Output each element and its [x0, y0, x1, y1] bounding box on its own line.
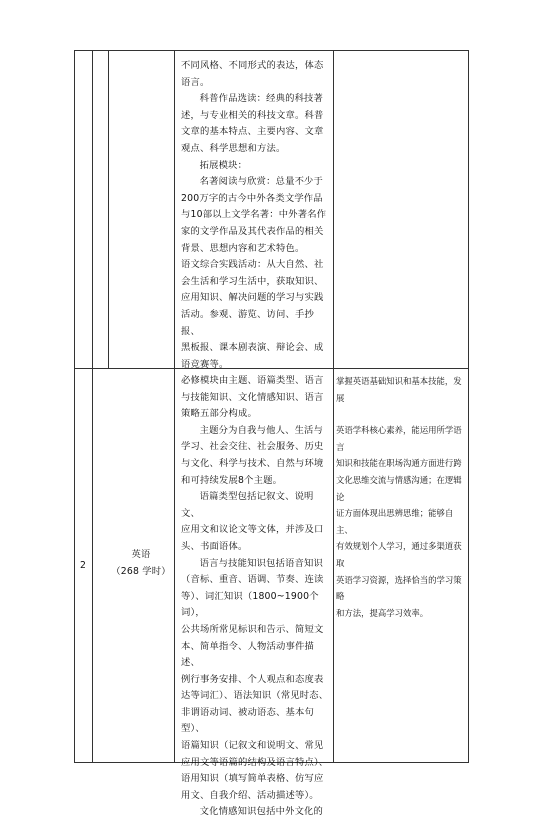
- content-paragraph: 名著阅读与欣赏：总量不少于 200万字的古今中外各类文学作品 与10部以上文学名著：中外著名作 家的文学作品及其代表作品的相关 背景、思想内容和艺术特色。: [181, 176, 327, 254]
- table-border-right: [468, 50, 469, 762]
- content-paragraph: 语文综合实践活动：从大自然、社 会生活和学习生活中，获取知识、 应用知识、解决问题的学习与实践 活动。参观、游览、访问、手抄报、 黑板报、课本剧表演、辩论会、成 语竞赛等。: [181, 259, 324, 370]
- course-name-cell: [108, 547, 174, 580]
- content-paragraph: 拓展模块：: [199, 159, 248, 171]
- course-hours: （268 学时）: [111, 565, 171, 577]
- content-paragraph: 不同风格、不同形式的表达，体态 语言。: [181, 60, 324, 88]
- table-column-divider: [333, 50, 334, 762]
- english-course-content-cell: [181, 373, 331, 821]
- goal-paragraph: 掌握英语基础知识和基本技能，发展: [336, 376, 462, 403]
- content-paragraph: 主题分为自我与他人、生活与 学习、社会交往、社会服务、历史 与文化、科学与技术、自然与环境 和可持续发展8个主题。: [181, 424, 324, 486]
- content-paragraph: 必修模块由主题、语篇类型、语言 与技能知识、文化情感知识、语言 策略五部分构成。: [181, 375, 324, 420]
- table-column-divider: [92, 50, 93, 762]
- row-number: 2: [79, 560, 87, 571]
- table-column-divider: [174, 50, 175, 762]
- content-paragraph: 语言与技能知识包括语音知识 （音标、重音、语调、节奏、连读 等）、词汇知识（1800~1900个词）， 公共场所常见标识和告示、简短文 本、简单指令、人物活动事件描述、 例行事务安排、个人观点和态度表 达等词汇）、语法知识（常见时态、 非谓语动词、被动语态、基本句型）、 语篇知识（记叙文和说明文、常见 应用文等语篇的结构及语言特点）、 语用知识（填写简单表格、仿写应 用文、自我介绍、活动描述等）。: [181, 557, 329, 801]
- table-border-left: [74, 50, 75, 762]
- content-paragraph: 语篇类型包括记叙文、说明文、 应用文和议论文等文体，并涉及口 头、书面语体。: [181, 491, 324, 552]
- goal-paragraph: 英语学科核心素养，能运用所学语言 知识和技能在职场沟通方面进行跨 文化思维交流与情感沟通；在逻辑论 证方面体现出思辨思维；能够自主、 有效规划个人学习，通过多渠道获取 英语学习资源，选择恰当的学习策略 和方法，提高学习效率。: [336, 425, 462, 618]
- course-name: 英语: [131, 549, 151, 560]
- content-paragraph: 文化情感知识包括中外文化的: [199, 806, 324, 818]
- content-paragraph: 科普作品选读：经典的科技著 述，与专业相关的科技文章。科普 文章的基本特点、主要内容、文章 观点、科学思想和方法。: [181, 93, 324, 154]
- table-column-divider: [108, 50, 109, 368]
- chinese-course-content-cell: [181, 58, 331, 373]
- table-border-top: [74, 50, 469, 51]
- english-course-goals-cell: [336, 373, 467, 621]
